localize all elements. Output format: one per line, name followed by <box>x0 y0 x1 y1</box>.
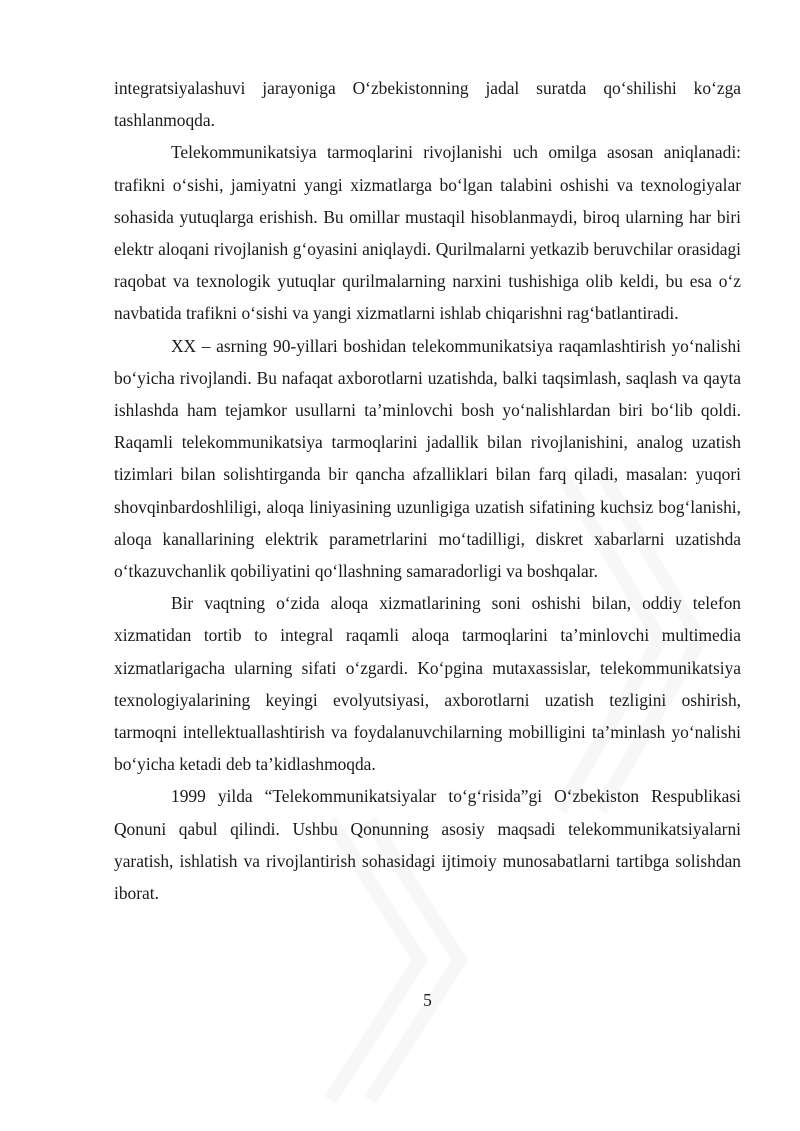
paragraph-1: integratsiyalashuvi jarayoniga O‘zbekistonning jadal suratda qo‘shilishi ko‘zga tashlanmoqda. <box>114 78 741 131</box>
paragraph-3: XX – asrning 90-yillari boshidan telekommunikatsiya raqamlashtirish yo‘nalishi bo‘yicha rivojlandi. Bu nafaqat axborotlarni uzatishda, balki taqsimlash, saqlash va qayta ishlashda ham tejamkor usullarni ta’minlovchi bosh yo‘nalishlardan biri bo‘lib qoldi. Raqamli telekommunikatsiya tarmoqlarini jadallik bilan rivojlanishini, analog uzatish tizimlari bilan solishtirganda bir qancha afzalliklari bilan farq qiladi, masalan: yuqori shovqinbardoshliligi, aloqa liniyasining uzunligiga uzatish sifatining kuchsiz bog‘lanishi, aloqa kanallarining elektrik parametrlarini mo‘tadilligi, diskret xabarlarni uzatishda o‘tkazuvchanlik qobiliyatini qo‘llashning samaradorligi va boshqalar. <box>114 335 741 582</box>
document-body <box>114 72 741 909</box>
paragraph-4: Bir vaqtning o‘zida aloqa xizmatlarining soni oshishi bilan, oddiy telefon xizmatidan tortib to integral raqamli aloqa tarmoqlarini ta’minlovchi multimedia xizmatlarigacha ularning sifati o‘zgardi. Ko‘pgina mutaxassislar, telekommunikatsiya texnologiyalarining keyingi evolyutsiyasi, axborotlarni uzatish tezligini oshirish, tarmoqni intellektuallashtirish va foydalanuvchilarning mobilligini ta’minlash yo‘nalishi bo‘yicha ketadi deb ta’kidlashmoqda. <box>114 593 741 775</box>
paragraph-2: Telekommunikatsiya tarmoqlarini rivojlanishi uch omilga asosan aniqlanadi: trafikni o‘sishi, jamiyatni yangi xizmatlarga bo‘lgan talabini oshishi va texnologiyalar sohasida yutuqlarga erishish. Bu omillar mustaqil hisoblanmaydi, biroq ularning har biri elektr aloqani rivojlanish g‘oyasini aniqlaydi. Qurilmalarni yetkazib beruvchilar orasidagi raqobat va texnologik yutuqlar qurilmalarning narxini tushishiga olib keldi, bu esa o‘z navbatida trafikni o‘sishi va yangi xizmatlarni ishlab chiqarishni rag‘batlantiradi. <box>114 142 741 324</box>
page-number: 5 <box>423 990 432 1010</box>
paragraph-5: 1999 yilda “Telekommunikatsiyalar to‘g‘risida”gi O‘zbekiston Respublikasi Qonuni qabul qilindi. Ushbu Qonunning asosiy maqsadi telekommunikatsiyalarni yaratish, ishlatish va rivojlantirish sohasidagi ijtimoiy munosabatlarni tartibga solishdan iborat. <box>114 786 741 904</box>
